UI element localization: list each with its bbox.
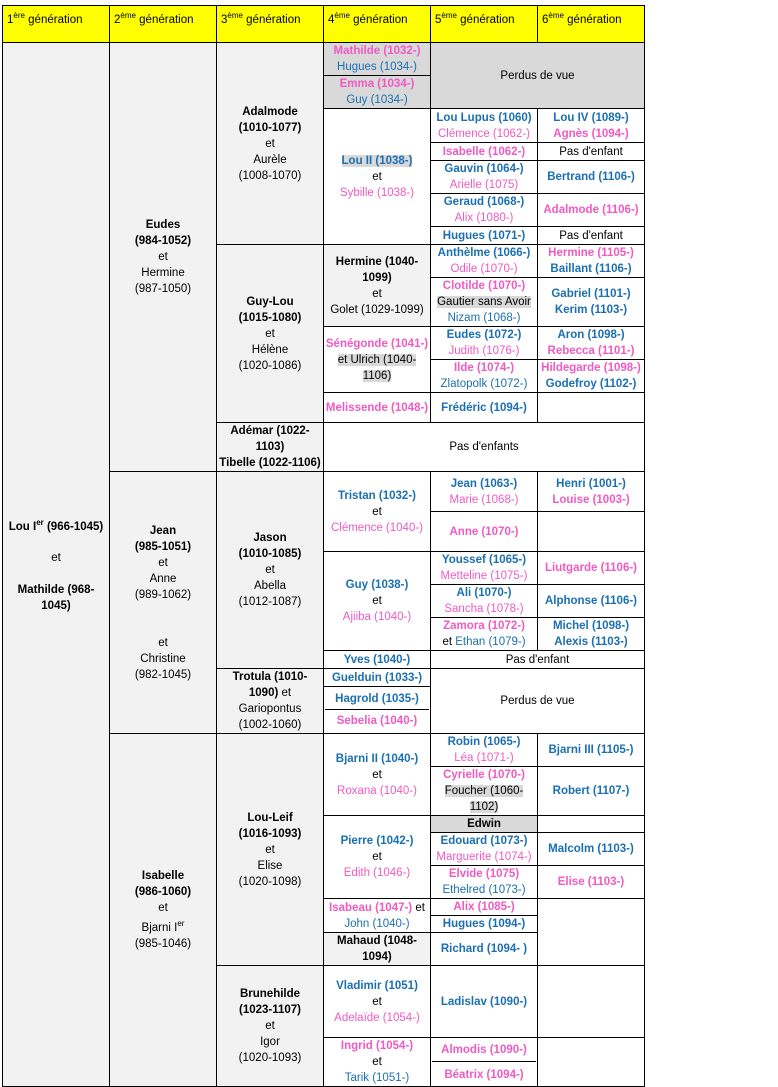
gen6-hermine: Hermine (1105-) Baillant (1106-) — [538, 245, 645, 278]
gen5-robin: Robin (1065-) Léa (1071-) — [431, 734, 538, 767]
gen5-jean: Jean (1063-) Marie (1068-) — [431, 472, 538, 512]
gen4-senegonde: Sénégonde (1041-) et Ulrich (1040- 1106) — [324, 327, 431, 393]
gen6-elise: Elise (1103-) — [538, 866, 645, 899]
gen5-anne: Anne (1070-) — [431, 512, 538, 552]
gen6-gabriel: Gabriel (1101-) Kerim (1103-) — [538, 278, 645, 327]
gen6-pas-enfant-2: Pas d'enfant — [538, 227, 645, 245]
gen4-bjarni-ii: Bjarni II (1040-) et Roxana (1040-) — [324, 734, 431, 816]
gen4-pas-denfants: Pas d'enfants — [324, 423, 645, 472]
gen5-edouard: Edouard (1073-) Marguerite (1074-) — [431, 833, 538, 866]
gen6-liutgarde: Liutgarde (1106-) — [538, 552, 645, 585]
header-gen-2: 2ème génération — [110, 6, 217, 43]
gen5-clotilde: Clotilde (1070-) Gautier sans Avoir Nizam (1068-) — [431, 278, 538, 327]
gen6-alphonse: Alphonse (1106-) — [538, 585, 645, 618]
gen5-perdus-de-vue-2: Perdus de vue — [431, 669, 645, 734]
gen5-edwin: Edwin — [431, 816, 538, 833]
gen5-cyrielle: Cyrielle (1070-) Foucher (1060- 1102) — [431, 767, 538, 816]
gen4-hagrold-sebelia: Hagrold (1035-) Sebelia (1040-) — [324, 687, 431, 734]
genealogy-table — [2, 5, 645, 1087]
gen5-hugues-2: Hugues (1094-) — [431, 916, 538, 933]
gen3-guy-lou: Guy-Lou (1015-1080) et Hélène (1020-1086) — [217, 245, 324, 423]
gen6-adalmode: Adalmode (1106-) — [538, 194, 645, 227]
gen5-hugues: Hugues (1071-) — [431, 227, 538, 245]
gen4-isabeau: Isabeau (1047-) et John (1040-) — [324, 899, 431, 933]
gen5-elvide: Elvide (1075) Ethelred (1073-) — [431, 866, 538, 899]
gen4-emma-guy: Emma (1034-) Guy (1034-) — [324, 76, 431, 109]
gen4-yves: Yves (1040-) — [324, 651, 431, 669]
gen5-eudes: Eudes (1072-) Judith (1076-) — [431, 327, 538, 360]
gen6-empty-2 — [538, 512, 645, 552]
gen4-guelduin: Guelduin (1033-) — [324, 669, 431, 687]
gen3-ademar: Adémar (1022- 1103) Tibelle (1022-1106) — [217, 423, 324, 472]
header-gen-6: 6ème génération — [538, 6, 645, 43]
gen3-trotula: Trotula (1010- 1090) et Gariopontus (1002-1060) — [217, 669, 324, 734]
gen6-pas-enfant-1: Pas d'enfant — [538, 143, 645, 161]
gen5-ali: Ali (1070-) Sancha (1078-) — [431, 585, 538, 618]
gen5-perdus-de-vue: Perdus de vue — [431, 43, 645, 109]
gen5-ilde: Ilde (1074-) Zlatopolk (1072-) — [431, 360, 538, 393]
gen6-henri: Henri (1001-) Louise (1003-) — [538, 472, 645, 512]
gen4-pierre: Pierre (1042-) et Edith (1046-) — [324, 816, 431, 899]
gen5-lou-lupus: Lou Lupus (1060) Clémence (1062-) — [431, 109, 538, 143]
gen5-pas-enfant-yves: Pas d'enfant — [431, 651, 645, 669]
gen4-lou-ii: Lou II (1038-) et Sybille (1038-) — [324, 109, 431, 245]
gen6-empty-3 — [538, 816, 645, 833]
gen4-ingrid: Ingrid (1054-) et Tarik (1051-) — [324, 1038, 431, 1087]
gen4-melissende: Melissende (1048-) — [324, 393, 431, 423]
gen4-vladimir: Vladimir (1051) et Adelaïde (1054-) — [324, 966, 431, 1038]
gen5-geraud: Geraud (1068-) Alix (1080-) — [431, 194, 538, 227]
gen6-hildegarde: Hildegarde (1098-) Godefroy (1102-) — [538, 360, 645, 393]
gen6-robert: Robert (1107-) — [538, 767, 645, 816]
gen4-guy: Guy (1038-) et Ajiiba (1040-) — [324, 552, 431, 651]
header-gen-3: 3ème génération — [217, 6, 324, 43]
gen4-mathilde-hugues: Mathilde (1032-) Hugues (1034-) — [324, 43, 431, 76]
gen5-frederic: Frédéric (1094-) — [431, 393, 538, 423]
gen4-hermine: Hermine (1040- 1099) et Golet (1029-1099) — [324, 245, 431, 327]
gen5-gauvin: Gauvin (1064-) Arielle (1075) — [431, 161, 538, 194]
gen6-lou-iv: Lou IV (1089-) Agnès (1094-) — [538, 109, 645, 143]
gen3-lou-leif: Lou-Leif (1016-1093) et Elise (1020-1098) — [217, 734, 324, 966]
gen2-isabelle: Isabelle (986-1060) et Bjarni Ier (985-1046) — [110, 734, 217, 1087]
gen2-eudes: Eudes (984-1052) et Hermine (987-1050) — [110, 43, 217, 472]
header-gen-5: 5ème génération — [431, 6, 538, 43]
header-gen-1: 1ère génération — [3, 6, 110, 43]
gen6-empty-5 — [538, 966, 645, 1038]
header-row — [3, 6, 645, 43]
gen3-adalmode: Adalmode (1010-1077) et Aurèle (1008-1070) — [217, 43, 324, 245]
gen5-almodis-beatrix: Almodis (1090-) Béatrix (1094-) — [431, 1038, 538, 1087]
gen6-bjarni-iii: Bjarni III (1105-) — [538, 734, 645, 767]
header-gen-4: 4ème génération — [324, 6, 431, 43]
gen5-youssef: Youssef (1065-) Metteline (1075-) — [431, 552, 538, 585]
gen6-aron: Aron (1098-) Rebecca (1101-) — [538, 327, 645, 360]
gen5-alix: Alix (1085-) — [431, 899, 538, 916]
gen5-ladislav: Ladislav (1090-) — [431, 966, 538, 1038]
gen6-empty-6 — [538, 1038, 645, 1087]
gen1-lou-i: Lou Ier (966-1045) et Mathilde (968-1045) — [3, 43, 110, 1087]
gen3-jason: Jason (1010-1085) et Abella (1012-1087) — [217, 472, 324, 669]
gen6-empty-4 — [538, 899, 645, 966]
gen6-michel: Michel (1098-) Alexis (1103-) — [538, 618, 645, 651]
gen6-empty-1 — [538, 393, 645, 423]
gen2-jean: Jean (985-1051) et Anne (989-1062) et Christine (982-1045) — [110, 472, 217, 734]
gen3-brunehilde: Brunehilde (1023-1107) et Igor (1020-1093) — [217, 966, 324, 1087]
gen5-isabelle: Isabelle (1062-) — [431, 143, 538, 161]
gen4-tristan: Tristan (1032-) et Clémence (1040-) — [324, 472, 431, 552]
gen4-mahaud: Mahaud (1048- 1094) — [324, 933, 431, 966]
gen5-anthelme: Anthèlme (1066-) Odile (1070-) — [431, 245, 538, 278]
gen5-zamora: Zamora (1072-) et Ethan (1079-) — [431, 618, 538, 651]
gen6-bertrand: Bertrand (1106-) — [538, 161, 645, 194]
gen6-malcolm: Malcolm (1103-) — [538, 833, 645, 866]
gen5-richard: Richard (1094- ) — [431, 933, 538, 966]
